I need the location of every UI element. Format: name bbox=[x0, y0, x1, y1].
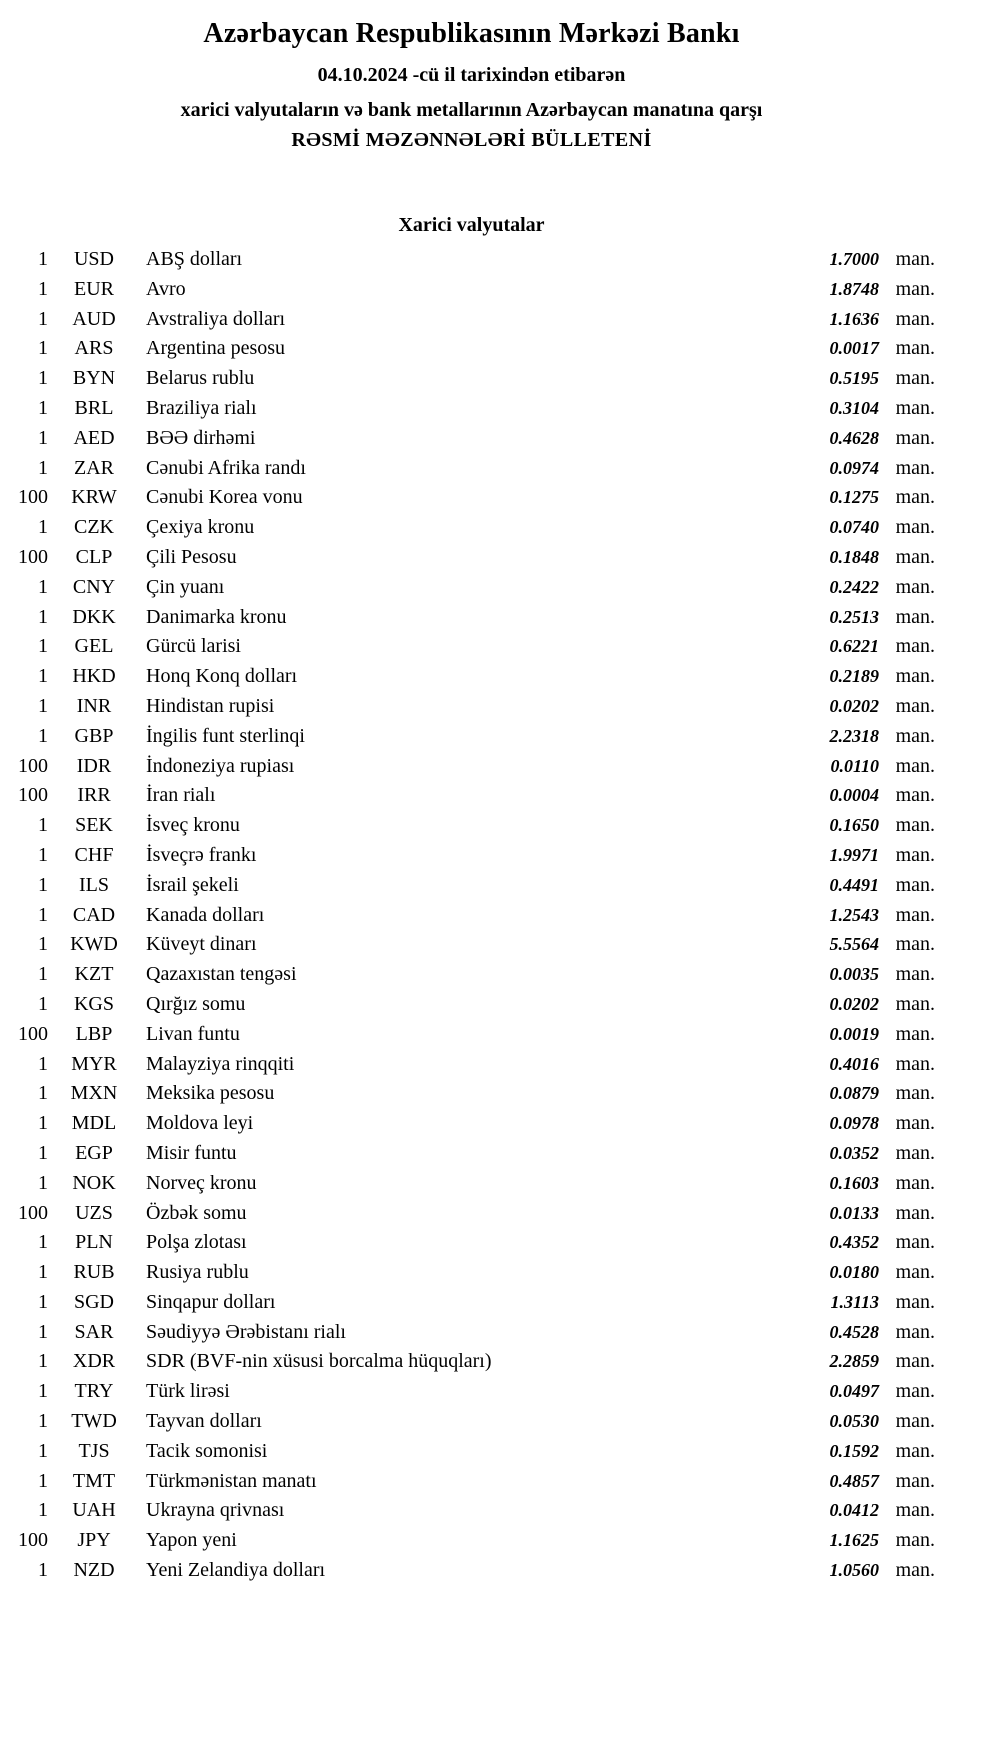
row-rate-value: 0.0978 bbox=[829, 1113, 879, 1134]
row-currency-name: Misir funtu bbox=[146, 1141, 237, 1164]
row-quantity: 1 bbox=[38, 843, 48, 866]
table-row bbox=[8, 334, 935, 364]
row-rate-value: 0.0740 bbox=[829, 517, 879, 538]
table-row bbox=[8, 1288, 935, 1318]
row-currency-name: Qazaxıstan tengəsi bbox=[146, 963, 297, 986]
row-quantity: 1 bbox=[38, 665, 48, 688]
row-rate-value: 0.4491 bbox=[829, 874, 879, 895]
table-row bbox=[8, 990, 935, 1020]
row-currency-code: PLN bbox=[75, 1231, 113, 1254]
row-rate-value: 1.1636 bbox=[829, 308, 879, 329]
table-row bbox=[8, 483, 935, 513]
row-rate-unit: man. bbox=[895, 963, 935, 986]
row-currency-name: Honq Konq dolları bbox=[146, 665, 298, 688]
row-currency-name: Norveç kronu bbox=[146, 1171, 257, 1194]
table-row bbox=[8, 1228, 935, 1258]
row-quantity: 1 bbox=[38, 1439, 48, 1462]
table-row bbox=[8, 1079, 935, 1109]
row-quantity: 1 bbox=[38, 456, 48, 479]
table-row bbox=[8, 1347, 935, 1377]
row-currency-code: TMT bbox=[72, 1469, 116, 1492]
row-quantity: 100 bbox=[18, 1201, 48, 1224]
row-quantity: 100 bbox=[18, 784, 48, 807]
row-currency-name: Cənubi Afrika randı bbox=[146, 456, 306, 479]
row-quantity: 1 bbox=[38, 516, 48, 539]
row-quantity: 100 bbox=[18, 545, 48, 568]
row-currency-name: Malayziya rinqqiti bbox=[146, 1052, 295, 1075]
table-row bbox=[8, 1526, 935, 1556]
row-rate-unit: man. bbox=[895, 1529, 935, 1552]
row-rate-unit: man. bbox=[895, 1022, 935, 1045]
row-currency-code: KRW bbox=[71, 486, 117, 509]
row-quantity: 100 bbox=[18, 1022, 48, 1045]
row-currency-name: Rusiya rublu bbox=[146, 1261, 249, 1284]
row-quantity: 1 bbox=[38, 1052, 48, 1075]
row-quantity: 1 bbox=[38, 814, 48, 837]
table-row bbox=[8, 752, 935, 782]
row-currency-code: ILS bbox=[79, 873, 109, 896]
row-quantity: 1 bbox=[38, 1290, 48, 1313]
row-quantity: 1 bbox=[38, 635, 48, 658]
row-currency-name: Küveyt dinarı bbox=[146, 933, 257, 956]
row-rate-unit: man. bbox=[895, 903, 935, 926]
row-rate-value: 1.0560 bbox=[829, 1560, 879, 1581]
row-rate-unit: man. bbox=[895, 277, 935, 300]
row-currency-name: İsrail şekeli bbox=[146, 873, 239, 896]
row-quantity: 1 bbox=[38, 903, 48, 926]
row-currency-name: Meksika pesosu bbox=[146, 1082, 275, 1105]
row-quantity: 1 bbox=[38, 933, 48, 956]
row-rate-unit: man. bbox=[895, 992, 935, 1015]
row-currency-code: KWD bbox=[70, 933, 118, 956]
row-currency-code: DKK bbox=[72, 605, 116, 628]
row-rate-unit: man. bbox=[895, 1559, 935, 1582]
row-rate-value: 1.8748 bbox=[829, 278, 879, 299]
table-row bbox=[8, 1556, 935, 1586]
section-title-foreign-currencies: Xarici valyutalar bbox=[398, 214, 545, 236]
row-rate-value: 5.5564 bbox=[829, 934, 879, 955]
row-currency-name: İndoneziya rupiası bbox=[146, 754, 295, 777]
row-currency-name: Çili Pesosu bbox=[146, 545, 237, 568]
row-rate-unit: man. bbox=[895, 1439, 935, 1462]
row-currency-name: Səudiyyə Ərəbistanı rialı bbox=[146, 1320, 346, 1343]
row-currency-code: GEL bbox=[74, 635, 114, 658]
row-currency-code: TWD bbox=[71, 1410, 117, 1433]
row-quantity: 1 bbox=[38, 248, 48, 270]
table-row bbox=[8, 1050, 935, 1080]
page-title: Azərbaycan Respublikasının Mərkəzi Bankı bbox=[203, 18, 740, 49]
row-rate-value: 0.0974 bbox=[829, 457, 879, 478]
row-rate-value: 0.0004 bbox=[829, 785, 879, 806]
row-rate-value: 1.9971 bbox=[829, 844, 879, 865]
table-row bbox=[8, 781, 935, 811]
row-rate-unit: man. bbox=[895, 1261, 935, 1284]
row-quantity: 100 bbox=[18, 486, 48, 509]
row-rate-value: 0.2513 bbox=[829, 606, 879, 627]
row-currency-code: CNY bbox=[72, 575, 116, 598]
row-rate-value: 0.4528 bbox=[829, 1321, 879, 1342]
row-rate-value: 0.1275 bbox=[829, 487, 879, 508]
row-quantity: 1 bbox=[38, 873, 48, 896]
row-rate-unit: man. bbox=[895, 575, 935, 598]
row-rate-unit: man. bbox=[895, 784, 935, 807]
row-currency-code: SGD bbox=[73, 1290, 114, 1313]
row-rate-unit: man. bbox=[895, 456, 935, 479]
table-row bbox=[8, 573, 935, 603]
row-currency-name: İsveçrə frankı bbox=[146, 843, 257, 866]
row-currency-code: IRR bbox=[77, 784, 111, 807]
row-currency-code: AED bbox=[73, 426, 115, 449]
row-currency-code: TJS bbox=[78, 1439, 110, 1462]
row-rate-value: 0.0133 bbox=[829, 1202, 879, 1223]
table-row bbox=[8, 811, 935, 841]
row-rate-unit: man. bbox=[895, 1350, 935, 1373]
row-rate-unit: man. bbox=[895, 1231, 935, 1254]
table-row bbox=[8, 1437, 935, 1467]
row-quantity: 1 bbox=[38, 1320, 48, 1343]
row-currency-code: UAH bbox=[72, 1499, 116, 1522]
row-rate-value: 0.4352 bbox=[829, 1232, 879, 1253]
table-row bbox=[8, 930, 935, 960]
table-row bbox=[8, 364, 935, 394]
row-currency-code: LBP bbox=[75, 1022, 113, 1045]
table-row bbox=[8, 245, 935, 275]
table-row bbox=[8, 722, 935, 752]
table-row bbox=[8, 1377, 935, 1407]
row-rate-value: 0.2189 bbox=[829, 666, 879, 687]
row-rate-unit: man. bbox=[895, 1201, 935, 1224]
row-currency-name: Türk lirəsi bbox=[146, 1380, 230, 1403]
row-currency-code: RUB bbox=[73, 1261, 115, 1284]
row-rate-value: 0.2422 bbox=[829, 576, 879, 597]
table-row bbox=[8, 662, 935, 692]
row-rate-unit: man. bbox=[895, 337, 935, 360]
row-currency-code: CHF bbox=[74, 843, 114, 866]
bulletin-content bbox=[0, 18, 935, 1586]
row-rate-unit: man. bbox=[895, 1320, 935, 1343]
row-currency-code: BYN bbox=[72, 367, 116, 390]
row-rate-unit: man. bbox=[895, 694, 935, 717]
row-currency-name: Belarus rublu bbox=[146, 367, 255, 390]
row-rate-unit: man. bbox=[895, 665, 935, 688]
table-row bbox=[8, 1109, 935, 1139]
row-quantity: 1 bbox=[38, 605, 48, 628]
row-rate-value: 1.3113 bbox=[830, 1291, 879, 1312]
row-rate-unit: man. bbox=[895, 1112, 935, 1135]
table-row bbox=[8, 603, 935, 633]
row-currency-code: NOK bbox=[72, 1171, 116, 1194]
row-quantity: 1 bbox=[38, 1559, 48, 1582]
row-quantity: 1 bbox=[38, 1380, 48, 1403]
row-rate-value: 0.4857 bbox=[829, 1470, 879, 1491]
row-quantity: 1 bbox=[38, 1261, 48, 1284]
row-rate-value: 0.0110 bbox=[830, 755, 879, 776]
table-row bbox=[8, 901, 935, 931]
row-rate-value: 0.0879 bbox=[829, 1083, 879, 1104]
row-currency-name: Yapon yeni bbox=[146, 1529, 237, 1552]
table-row bbox=[8, 632, 935, 662]
row-quantity: 1 bbox=[38, 1082, 48, 1105]
row-currency-name: İngilis funt sterlinqi bbox=[146, 724, 305, 747]
row-rate-value: 2.2859 bbox=[829, 1351, 879, 1372]
table-row bbox=[8, 871, 935, 901]
table-row bbox=[8, 692, 935, 722]
row-rate-value: 0.1848 bbox=[829, 546, 879, 567]
row-quantity: 1 bbox=[38, 426, 48, 449]
row-quantity: 1 bbox=[38, 277, 48, 300]
row-currency-code: KZT bbox=[74, 963, 114, 986]
table-row bbox=[8, 960, 935, 990]
row-currency-code: NZD bbox=[73, 1559, 115, 1582]
table-row bbox=[8, 1139, 935, 1169]
row-quantity: 1 bbox=[38, 1171, 48, 1194]
row-rate-unit: man. bbox=[895, 605, 935, 628]
row-rate-value: 0.0530 bbox=[829, 1411, 879, 1432]
row-quantity: 1 bbox=[38, 307, 48, 330]
row-currency-name: Livan funtu bbox=[146, 1022, 240, 1045]
row-currency-name: Qırğız somu bbox=[146, 992, 246, 1015]
row-rate-unit: man. bbox=[895, 1082, 935, 1105]
row-rate-value: 0.4016 bbox=[829, 1053, 879, 1074]
row-currency-code: IDR bbox=[76, 754, 112, 777]
row-currency-code: CAD bbox=[72, 903, 116, 926]
row-rate-value: 0.1650 bbox=[829, 815, 879, 836]
row-rate-unit: man. bbox=[895, 1171, 935, 1194]
row-currency-name: Tacik somonisi bbox=[146, 1439, 268, 1462]
row-currency-name: Çin yuanı bbox=[146, 575, 225, 598]
table-row bbox=[8, 424, 935, 454]
row-quantity: 1 bbox=[38, 1499, 48, 1522]
table-row bbox=[8, 1199, 935, 1229]
row-quantity: 1 bbox=[38, 367, 48, 390]
row-currency-name: BƏƏ dirhəmi bbox=[146, 426, 256, 449]
row-rate-unit: man. bbox=[895, 724, 935, 747]
row-currency-code: JPY bbox=[77, 1529, 111, 1552]
row-currency-code: HKD bbox=[72, 665, 116, 688]
row-currency-code: XDR bbox=[72, 1350, 116, 1373]
row-currency-name: SDR (BVF-nin xüsusi borcalma hüquqları) bbox=[146, 1350, 492, 1373]
row-currency-name: Kanada dolları bbox=[146, 903, 265, 926]
row-currency-code: ARS bbox=[74, 337, 114, 360]
row-rate-value: 0.0497 bbox=[829, 1381, 879, 1402]
row-currency-code: USD bbox=[73, 248, 114, 270]
row-currency-name: Avro bbox=[146, 277, 186, 300]
row-rate-value: 0.5195 bbox=[829, 368, 879, 389]
row-currency-name: Türkmənistan manatı bbox=[146, 1469, 317, 1492]
row-currency-name: Yeni Zelandiya dolları bbox=[146, 1559, 326, 1582]
row-rate-unit: man. bbox=[895, 486, 935, 509]
row-quantity: 1 bbox=[38, 1410, 48, 1433]
row-rate-value: 0.0352 bbox=[829, 1142, 879, 1163]
row-quantity: 1 bbox=[38, 1112, 48, 1135]
row-quantity: 100 bbox=[18, 754, 48, 777]
row-rate-value: 0.0202 bbox=[829, 695, 879, 716]
row-rate-unit: man. bbox=[895, 873, 935, 896]
row-currency-name: ABŞ dolları bbox=[146, 248, 243, 270]
row-currency-code: MXN bbox=[70, 1082, 118, 1105]
row-currency-name: Sinqapur dolları bbox=[146, 1290, 276, 1313]
row-rate-unit: man. bbox=[895, 248, 935, 270]
table-row bbox=[8, 1407, 935, 1437]
row-rate-value: 0.1603 bbox=[829, 1172, 879, 1193]
row-currency-code: GBP bbox=[74, 724, 114, 747]
table-row bbox=[8, 543, 935, 573]
row-rate-value: 2.2318 bbox=[829, 725, 879, 746]
row-rate-unit: man. bbox=[895, 307, 935, 330]
row-currency-name: Ukrayna qrivnası bbox=[146, 1499, 285, 1522]
row-rate-unit: man. bbox=[895, 1469, 935, 1492]
row-currency-code: AUD bbox=[72, 307, 116, 330]
row-currency-code: SEK bbox=[75, 814, 113, 837]
row-quantity: 1 bbox=[38, 1141, 48, 1164]
table-row bbox=[8, 1496, 935, 1526]
row-rate-value: 0.4628 bbox=[829, 427, 879, 448]
row-quantity: 1 bbox=[38, 1350, 48, 1373]
table-row bbox=[8, 394, 935, 424]
row-currency-name: İran rialı bbox=[146, 784, 216, 807]
date-line: 04.10.2024 -cü il tarixindən etibarən bbox=[317, 64, 626, 86]
row-currency-code: KGS bbox=[73, 992, 114, 1015]
row-currency-name: İsveç kronu bbox=[146, 814, 240, 837]
row-rate-value: 0.0202 bbox=[829, 993, 879, 1014]
row-rate-unit: man. bbox=[895, 814, 935, 837]
row-rate-unit: man. bbox=[895, 933, 935, 956]
subtitle-line: xarici valyutaların və bank metallarının Azərbaycan manatına qarşı bbox=[180, 99, 763, 121]
row-currency-code: UZS bbox=[75, 1201, 113, 1224]
row-rate-unit: man. bbox=[895, 396, 935, 419]
row-rate-value: 0.0017 bbox=[829, 338, 879, 359]
table-row bbox=[8, 1169, 935, 1199]
row-currency-code: EGP bbox=[75, 1141, 113, 1164]
row-currency-code: MYR bbox=[71, 1052, 117, 1075]
row-rate-unit: man. bbox=[895, 516, 935, 539]
row-rate-value: 1.1625 bbox=[829, 1530, 879, 1551]
table-row bbox=[8, 1318, 935, 1348]
table-row bbox=[8, 1467, 935, 1497]
row-currency-name: Gürcü larisi bbox=[146, 635, 241, 658]
row-quantity: 1 bbox=[38, 575, 48, 598]
table-row bbox=[8, 305, 935, 335]
table-row bbox=[8, 275, 935, 305]
row-rate-value: 0.0180 bbox=[829, 1262, 879, 1283]
row-rate-value: 0.0035 bbox=[829, 964, 879, 985]
row-currency-code: MDL bbox=[71, 1112, 117, 1135]
row-currency-name: Özbək somu bbox=[146, 1201, 247, 1224]
row-currency-name: Hindistan rupisi bbox=[146, 694, 275, 717]
table-row bbox=[8, 1020, 935, 1050]
row-currency-name: Avstraliya dolları bbox=[146, 307, 286, 330]
row-quantity: 1 bbox=[38, 337, 48, 360]
row-currency-name: Çexiya kronu bbox=[146, 516, 255, 539]
row-currency-code: ZAR bbox=[74, 456, 114, 479]
row-quantity: 1 bbox=[38, 1469, 48, 1492]
row-rate-value: 0.0412 bbox=[829, 1500, 879, 1521]
row-quantity: 1 bbox=[38, 1231, 48, 1254]
row-rate-unit: man. bbox=[895, 1141, 935, 1164]
bulletin-title: RƏSMİ MƏZƏNNƏLƏRİ BÜLLETENİ bbox=[291, 129, 652, 151]
row-rate-unit: man. bbox=[895, 635, 935, 658]
row-rate-unit: man. bbox=[895, 1052, 935, 1075]
row-currency-code: CZK bbox=[74, 516, 114, 539]
row-currency-name: Danimarka kronu bbox=[146, 605, 287, 628]
row-rate-unit: man. bbox=[895, 1290, 935, 1313]
row-currency-name: Cənubi Korea vonu bbox=[146, 486, 303, 509]
row-rate-value: 1.7000 bbox=[829, 249, 879, 269]
row-currency-name: Braziliya rialı bbox=[146, 396, 257, 419]
row-currency-code: BRL bbox=[74, 396, 114, 419]
row-quantity: 100 bbox=[18, 1529, 48, 1552]
row-quantity: 1 bbox=[38, 724, 48, 747]
row-rate-unit: man. bbox=[895, 754, 935, 777]
row-currency-code: TRY bbox=[74, 1380, 114, 1403]
row-quantity: 1 bbox=[38, 694, 48, 717]
row-currency-name: Tayvan dolları bbox=[146, 1410, 262, 1433]
currency-table bbox=[8, 245, 935, 1586]
row-currency-code: CLP bbox=[75, 545, 113, 568]
row-currency-code: SAR bbox=[74, 1320, 114, 1343]
table-row bbox=[8, 841, 935, 871]
row-rate-unit: man. bbox=[895, 1380, 935, 1403]
table-row bbox=[8, 513, 935, 543]
row-rate-value: 0.1592 bbox=[829, 1440, 879, 1461]
row-currency-name: Argentina pesosu bbox=[146, 337, 286, 360]
row-rate-value: 0.6221 bbox=[829, 636, 879, 657]
row-rate-value: 0.3104 bbox=[829, 397, 879, 418]
table-row bbox=[8, 454, 935, 484]
row-rate-unit: man. bbox=[895, 1410, 935, 1433]
row-rate-unit: man. bbox=[895, 843, 935, 866]
row-currency-name: Polşa zlotası bbox=[146, 1231, 247, 1254]
row-rate-unit: man. bbox=[895, 1499, 935, 1522]
row-currency-name: Moldova leyi bbox=[146, 1112, 254, 1135]
row-rate-value: 0.0019 bbox=[829, 1023, 879, 1044]
row-rate-unit: man. bbox=[895, 545, 935, 568]
row-currency-code: EUR bbox=[74, 277, 114, 300]
row-quantity: 1 bbox=[38, 992, 48, 1015]
row-quantity: 1 bbox=[38, 396, 48, 419]
row-currency-code: INR bbox=[76, 694, 112, 717]
table-row bbox=[8, 1258, 935, 1288]
row-quantity: 1 bbox=[38, 963, 48, 986]
row-rate-unit: man. bbox=[895, 426, 935, 449]
row-rate-value: 1.2543 bbox=[829, 904, 879, 925]
row-rate-unit: man. bbox=[895, 367, 935, 390]
